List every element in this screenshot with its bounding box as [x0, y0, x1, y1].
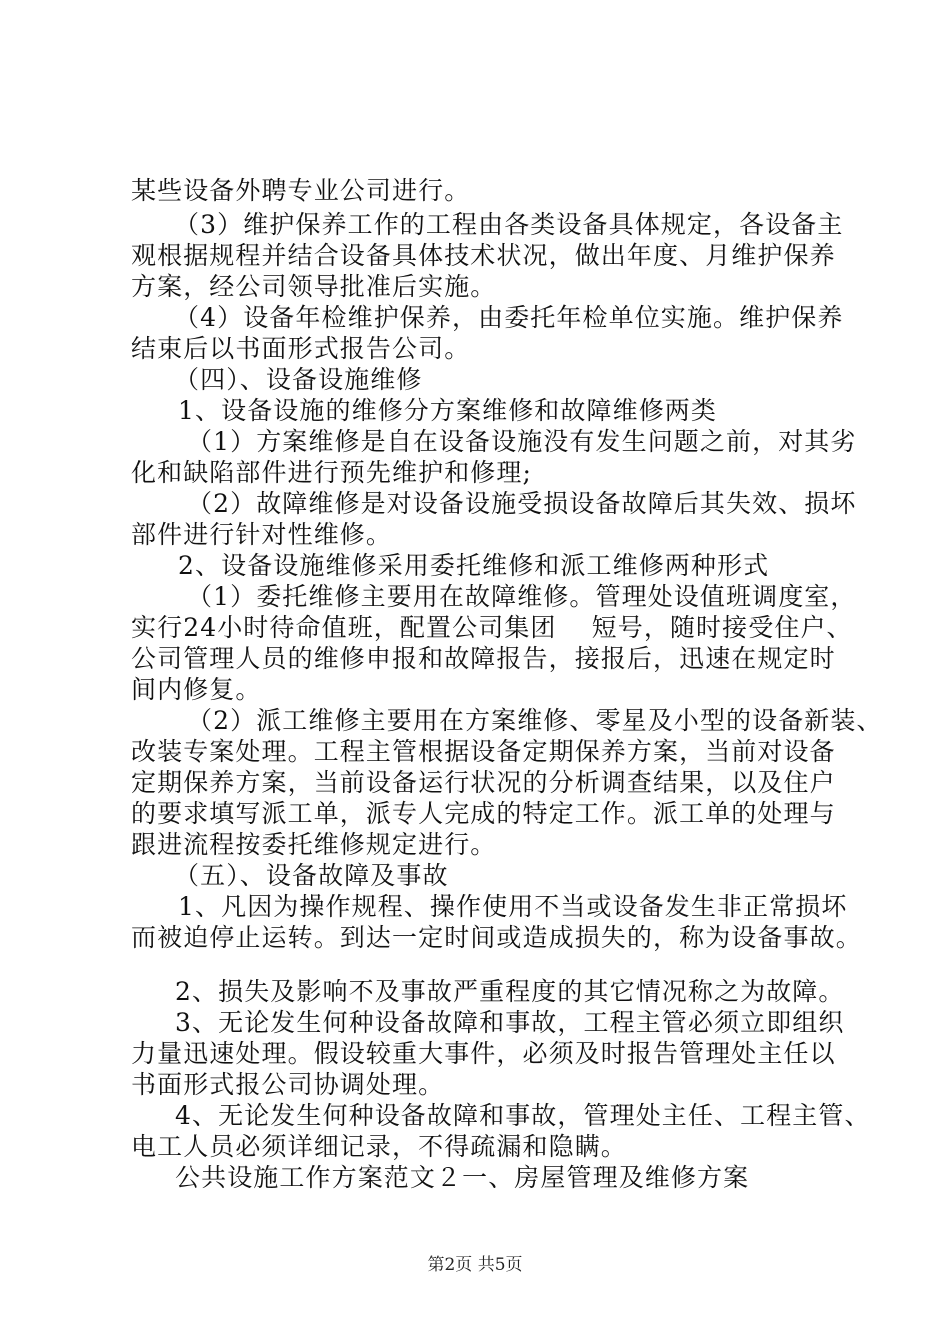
text-line: （4）设备年检维护保养，由委托年检单位实施。维护保养	[174, 303, 844, 332]
page-number-footer: 第2页 共5页	[427, 1255, 523, 1275]
text-line: 电工人员必须详细记录，不得疏漏和隐瞒。	[131, 1132, 627, 1161]
text-line: 实行24小时待命值班，配置公司集团 短号，随时接受住户、	[131, 613, 853, 642]
text-line: 部件进行针对性维修。	[131, 520, 393, 549]
text-line: （2）故障维修是对设备设施受损设备故障后其失效、损坏	[187, 489, 857, 518]
text-line: 某些设备外聘专业公司进行。	[131, 176, 471, 205]
text-line: 跟进流程按委托维修规定进行。	[131, 830, 497, 859]
text-line: （3）维护保养工作的工程由各类设备具体规定，各设备主	[174, 210, 844, 239]
text-line: 化和缺陷部件进行预先维护和修理;	[131, 458, 533, 487]
text-line: （1）委托维修主要用在故障维修。管理处设值班调度室，	[187, 582, 857, 611]
text-line: 1、凡因为操作规程、操作使用不当或设备发生非正常损坏	[178, 892, 848, 921]
text-line: （2）派工维修主要用在方案维修、零星及小型的设备新装、	[187, 706, 883, 735]
text-line: 观根据规程并结合设备具体技术状况，做出年度、月维护保养	[131, 241, 836, 270]
text-line: 结束后以书面形式报告公司。	[131, 334, 471, 363]
text-line: 2、设备设施维修采用委托维修和派工维修两种形式	[178, 551, 770, 580]
text-line: 书面形式报公司协调处理。	[131, 1070, 445, 1099]
text-line: 1、设备设施的维修分方案维修和故障维修两类	[178, 396, 718, 425]
text-line: 公共设施工作方案范文２一、房屋管理及维修方案	[175, 1163, 750, 1192]
text-line: 方案，经公司领导批准后实施。	[131, 272, 497, 301]
text-line: 的要求填写派工单，派专人完成的特定工作。派工单的处理与	[131, 799, 836, 828]
text-line: （1）方案维修是自在设备设施没有发生问题之前，对其劣	[187, 427, 857, 456]
text-line: 定期保养方案，当前设备运行状况的分析调查结果，以及住户	[131, 768, 836, 797]
text-line: 公司管理人员的维修申报和故障报告，接报后，迅速在规定时	[131, 644, 836, 673]
section-heading: （四）、设备设施维修	[174, 365, 423, 394]
text-line: 2、损失及影响不及事故严重程度的其它情况称之为故障。	[175, 977, 845, 1006]
text-line: 力量迅速处理。假设较重大事件，必须及时报告管理处主任以	[131, 1039, 836, 1068]
text-line: 间内修复。	[131, 675, 262, 704]
text-line: 4、无论发生何种设备故障和事故，管理处主任、工程主管、	[175, 1101, 871, 1130]
text-line: 改装专案处理。工程主管根据设备定期保养方案，当前对设备	[131, 737, 836, 766]
text-line: 3、无论发生何种设备故障和事故，工程主管必须立即组织	[175, 1008, 845, 1037]
text-line: 而被迫停止运转。到达一定时间或造成损失的，称为设备事故。	[131, 923, 862, 952]
section-heading: （五）、设备故障及事故	[174, 861, 449, 890]
